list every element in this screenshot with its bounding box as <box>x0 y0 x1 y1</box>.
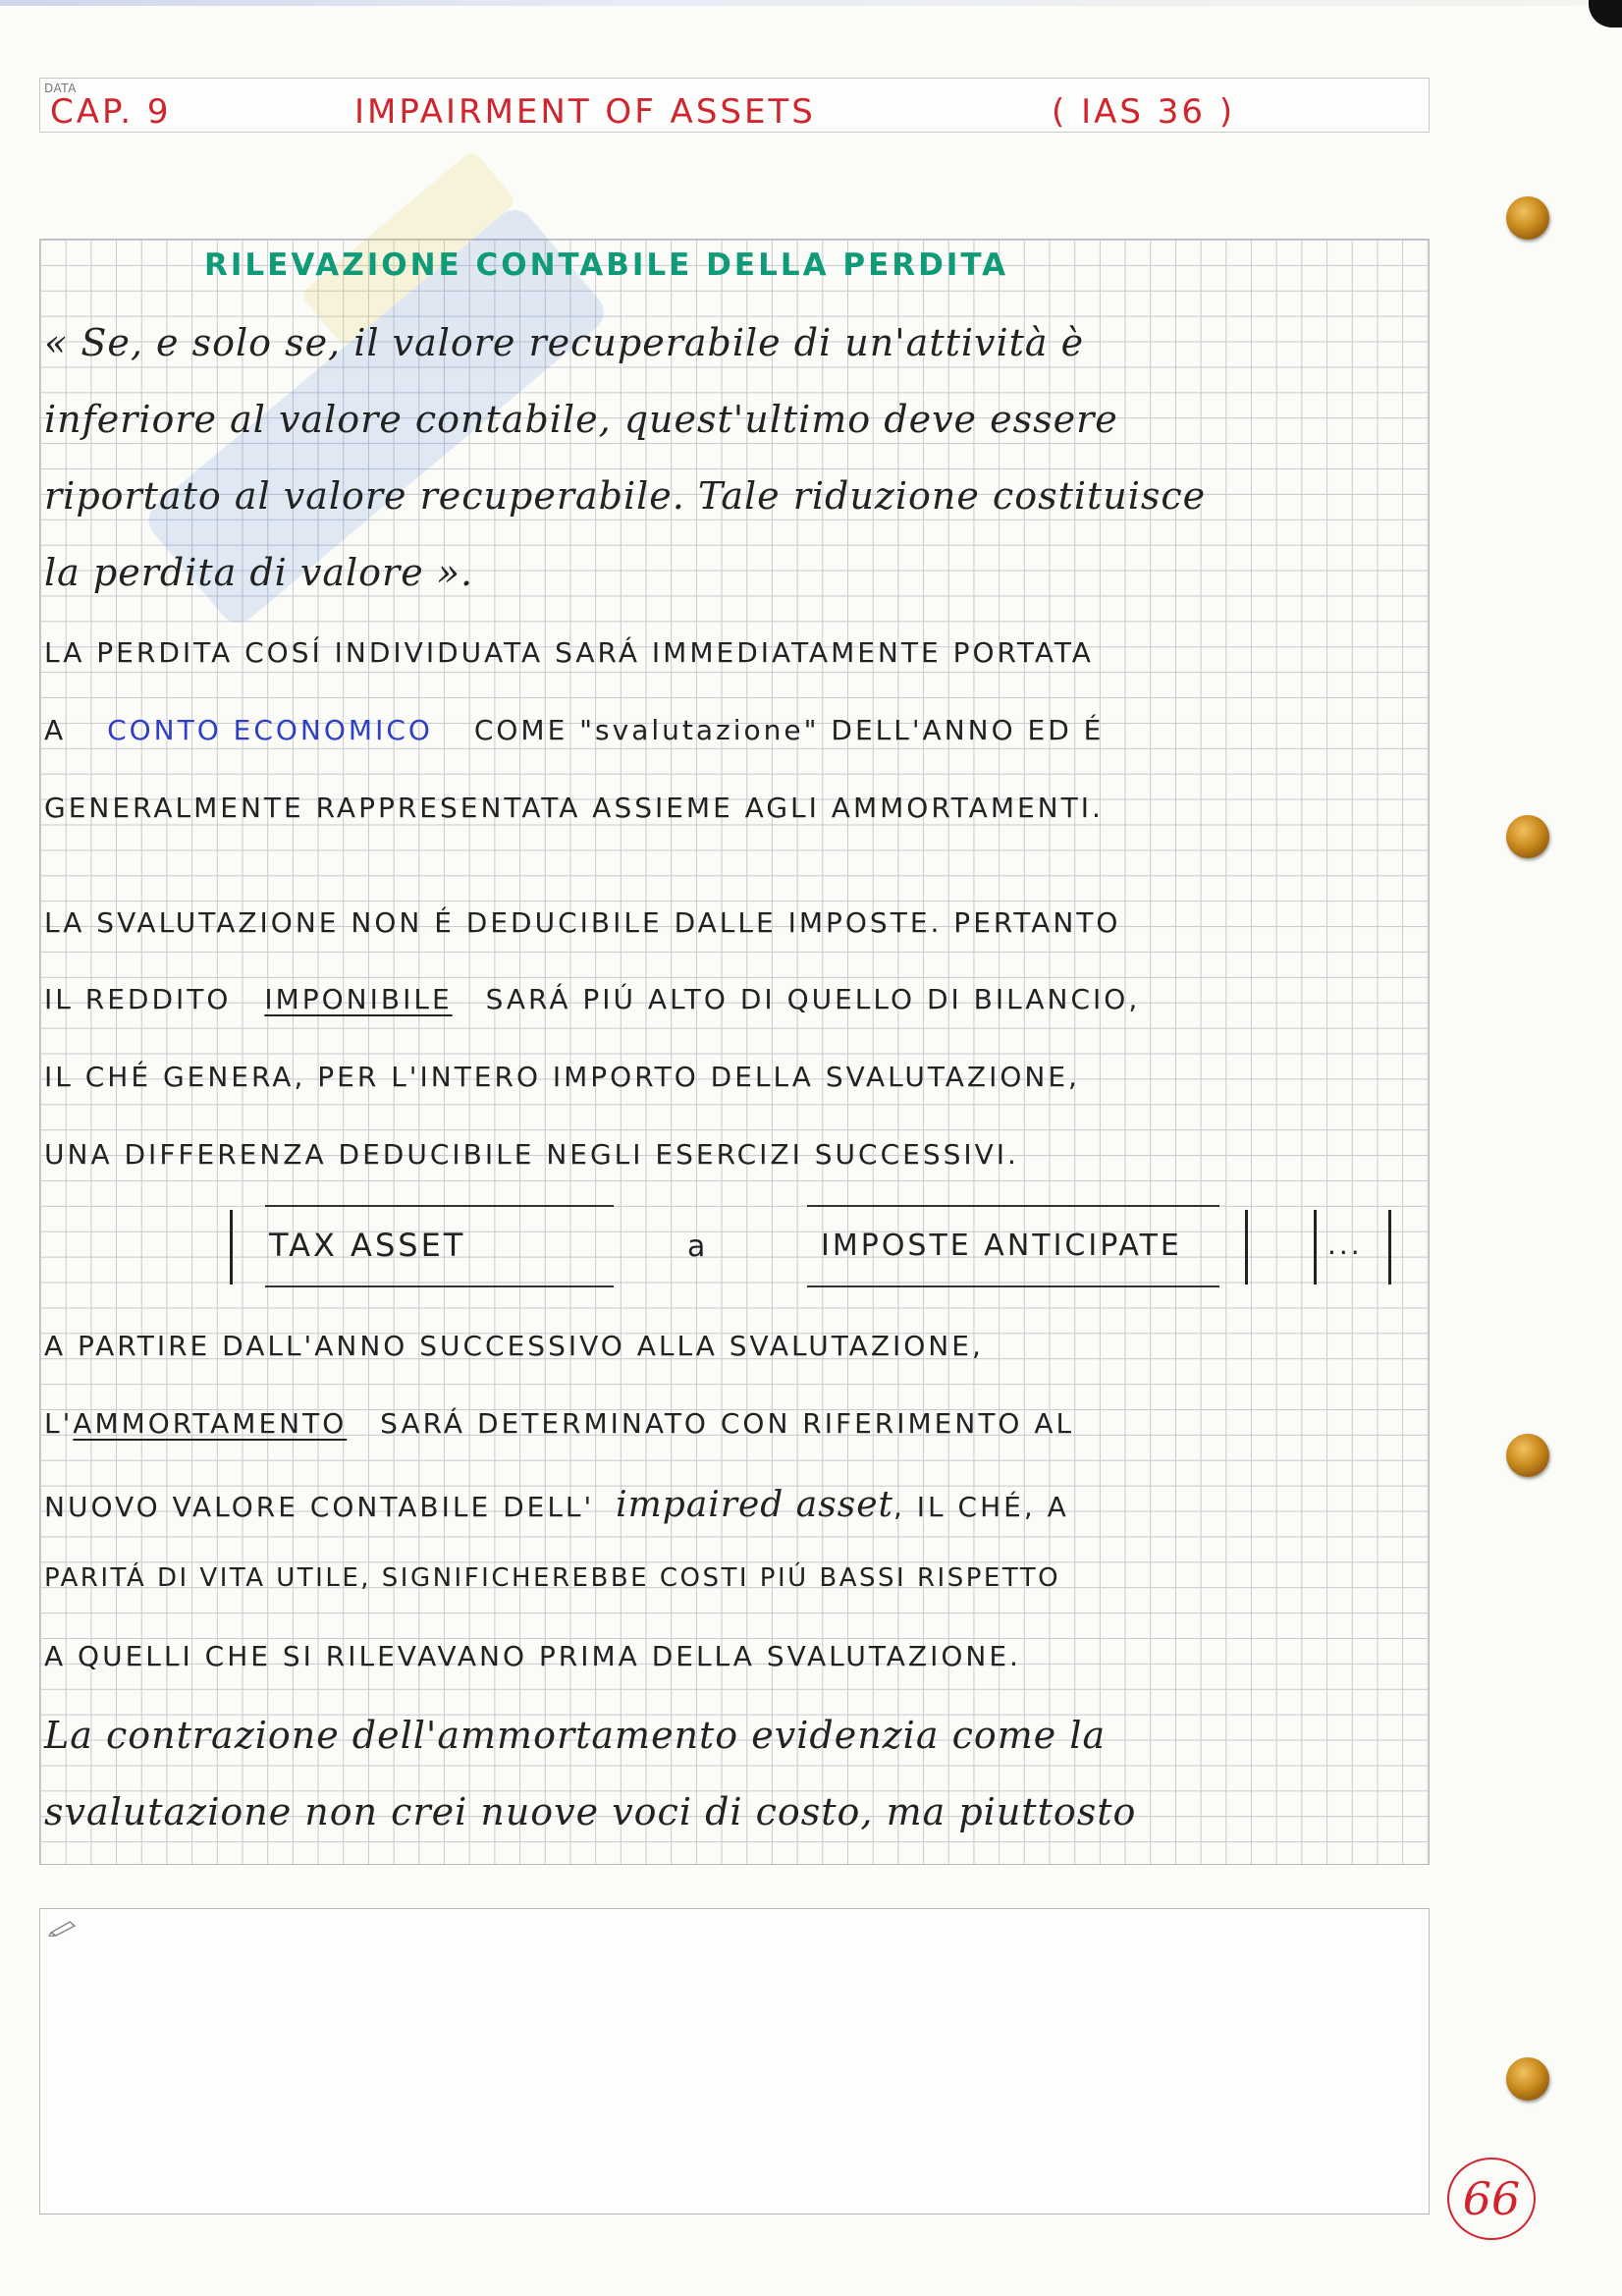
section-title: RILEVAZIONE CONTABILE DELLA PERDITA <box>204 247 1009 283</box>
entry-bar <box>1388 1210 1391 1285</box>
text-fragment: L' <box>44 1407 74 1440</box>
entry-connector: a <box>687 1230 706 1264</box>
ias-reference: ( IAS 36 ) <box>1052 92 1236 132</box>
text-line: PARITÁ DI VITA UTILE, SIGNIFICHEREBBE COSTI PIÚ BASSI RISPETTO <box>44 1563 1061 1593</box>
text-line: UNA DIFFERENZA DEDUCIBILE NEGLI ESERCIZI SUCCESSIVI. <box>44 1138 1019 1171</box>
quote-line: la perdita di valore ». <box>44 551 474 594</box>
text-fragment: COME "svalutazione" DELL'ANNO ED É <box>473 714 1105 746</box>
binder-hole <box>1506 2057 1549 2101</box>
quote-line: « Se, e solo se, il valore recuperabile di un'attività è <box>44 321 1085 364</box>
chapter-title: IMPAIRMENT OF ASSETS <box>354 92 816 132</box>
text-fragment: , IL CHÉ, A <box>892 1491 1069 1523</box>
text-fragment: IL REDDITO <box>44 983 232 1015</box>
text-line: GENERALMENTE RAPPRESENTATA ASSIEME AGLI AMMORTAMENTI. <box>44 792 1104 824</box>
corner-mark <box>1589 0 1622 27</box>
page-number: 66 <box>1447 2158 1536 2240</box>
page-top-edge <box>0 0 1622 6</box>
underlined-ammortamento: AMMORTAMENTO <box>73 1407 348 1440</box>
text-line <box>44 714 1105 746</box>
quote-line: inferiore al valore contabile, quest'ultimo deve essere <box>44 398 1118 441</box>
text-fragment: SARÁ DETERMINATO CON RIFERIMENTO AL <box>380 1407 1075 1440</box>
impaired-asset-term: impaired asset <box>616 1485 893 1525</box>
closing-line: La contrazione dell'ammortamento evidenzia come la <box>44 1714 1107 1757</box>
text-line: A QUELLI CHE SI RILEVAVANO PRIMA DELLA SVALUTAZIONE. <box>44 1640 1021 1672</box>
chapter-label: CAP. 9 <box>50 92 172 132</box>
credit-account-box <box>807 1205 1219 1287</box>
debit-account: TAX ASSET <box>269 1227 466 1264</box>
text-fragment: SARÁ PIÚ ALTO DI QUELLO DI BILANCIO, <box>485 983 1141 1015</box>
credit-account: IMPOSTE ANTICIPATE <box>821 1229 1182 1263</box>
highlight-conto-economico: CONTO ECONOMICO <box>107 714 433 746</box>
entry-bar <box>1314 1210 1317 1285</box>
binder-hole <box>1506 196 1549 240</box>
debit-account-box <box>265 1205 614 1287</box>
text-line <box>44 1485 1069 1525</box>
notes-box <box>39 1908 1430 2214</box>
closing-line: svalutazione non crei nuove voci di costo, ma piuttosto <box>44 1790 1137 1833</box>
text-fragment: NUOVO VALORE CONTABILE DELL' <box>44 1491 595 1523</box>
text-fragment: A <box>44 714 67 746</box>
text-line: IL CHÉ GENERA, PER L'INTERO IMPORTO DELLA SVALUTAZIONE, <box>44 1061 1080 1093</box>
underlined-imponibile: IMPONIBILE <box>264 983 453 1015</box>
text-line <box>44 983 1141 1015</box>
text-line: LA PERDITA COSÍ INDIVIDUATA SARÁ IMMEDIATAMENTE PORTATA <box>44 636 1094 669</box>
text-line: A PARTIRE DALL'ANNO SUCCESSIVO ALLA SVALUTAZIONE, <box>44 1330 984 1362</box>
pencil-icon <box>48 1919 80 1937</box>
page-header <box>39 78 1430 133</box>
quote-line: riportato al valore recuperabile. Tale riduzione costituisce <box>44 474 1207 518</box>
data-label: DATA <box>44 82 77 95</box>
binder-hole <box>1506 1434 1549 1477</box>
entry-bar <box>230 1210 233 1285</box>
binder-hole <box>1506 815 1549 858</box>
entry-amount: ... <box>1327 1229 1363 1261</box>
text-line <box>44 1407 1075 1440</box>
text-line: LA SVALUTAZIONE NON É DEDUCIBILE DALLE IMPOSTE. PERTANTO <box>44 906 1121 939</box>
entry-bar <box>1245 1210 1248 1285</box>
